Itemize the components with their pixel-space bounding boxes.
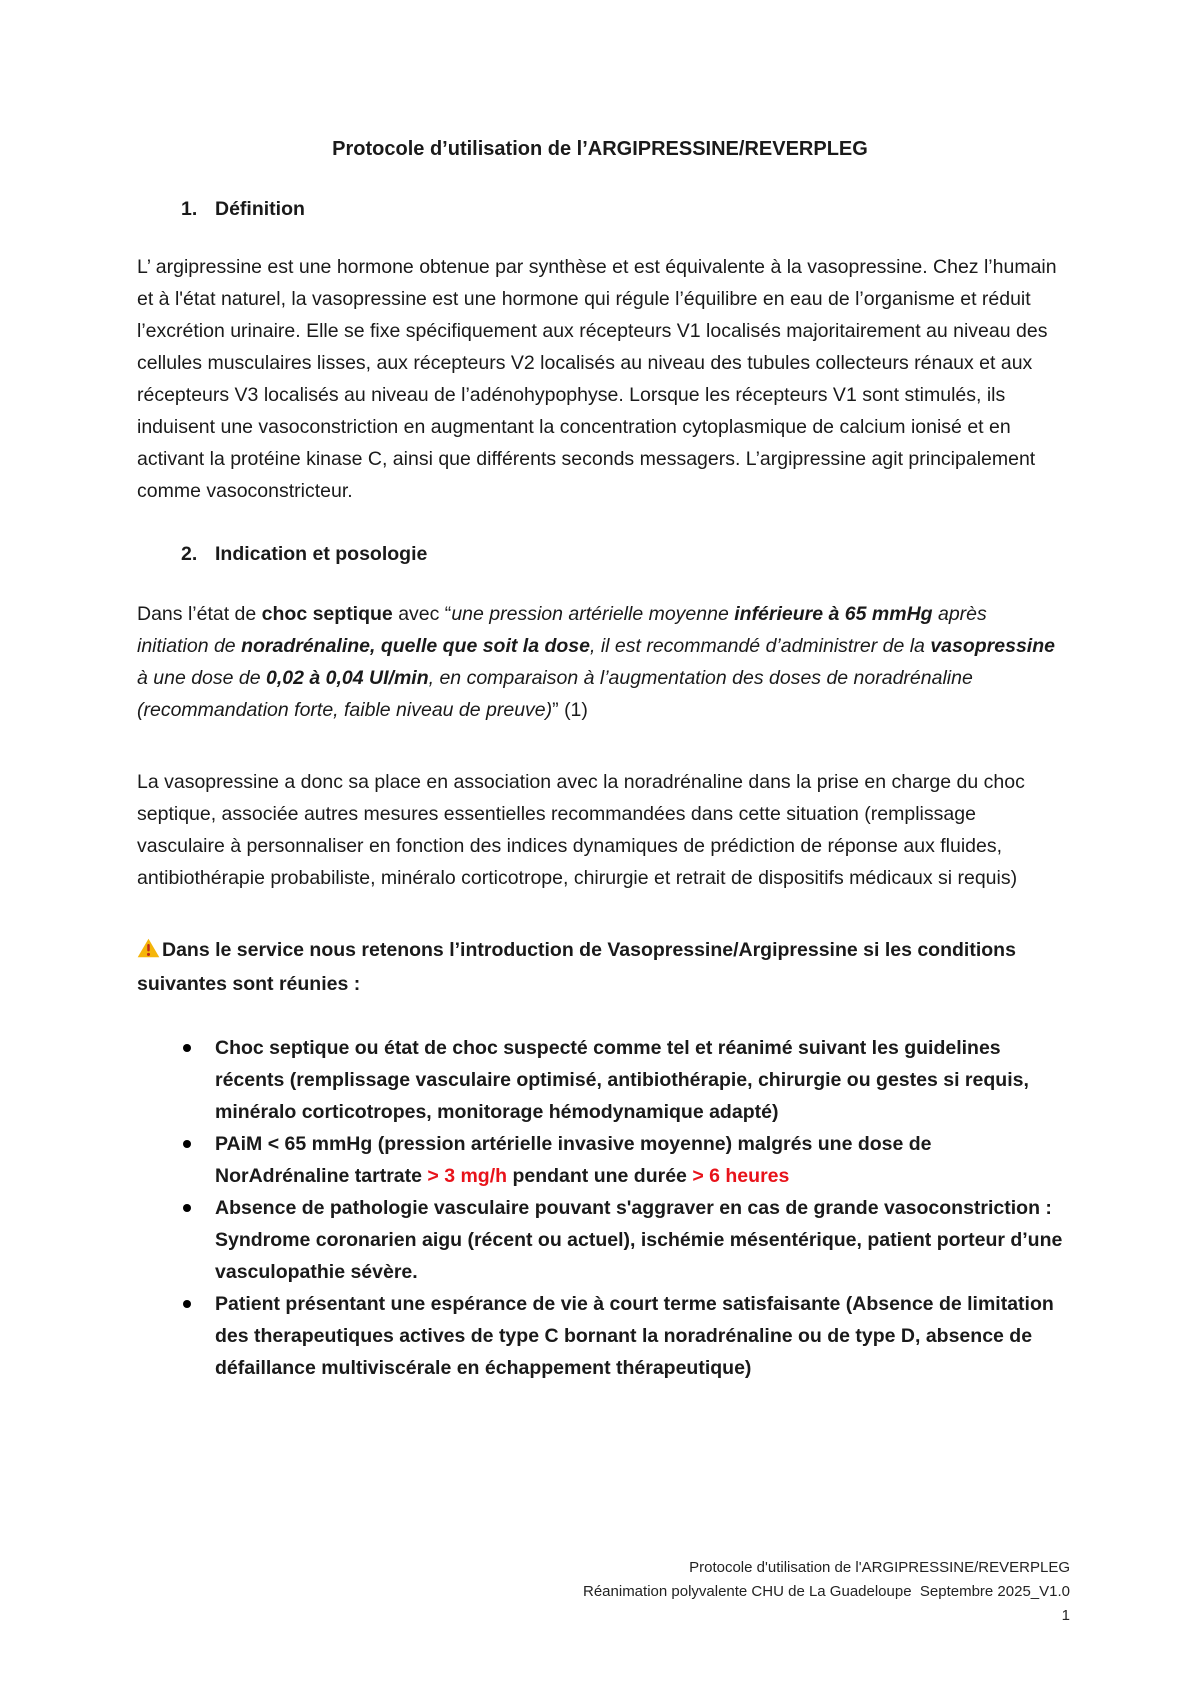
service-conditions-paragraph [137,934,1063,1000]
text-segment: avec “ [392,603,452,625]
text-segment: à une dose de [137,667,267,689]
document-title: Protocole d’utilisation de l’ARGIPRESSINE/REVERPLEG [332,138,868,160]
footer-department-version: Réanimation polyvalente CHU de La Guadeloupe Septembre 2025_V1.0 [583,1583,1070,1600]
text-segment: Dans l’état de [137,603,262,625]
section-1-heading [137,193,1063,225]
condition-item [137,1032,1063,1128]
text-segment: Choc septique ou état de choc suspecté comme tel et réanimé suivant les guidelines récents (remplissage vasculaire optimisé, antibiothérapie, chirurgie ou gestes si requis, minéralo corticotropes, monitorage hémodynamique adapté) [215,1037,1029,1123]
text-segment: Patient présentant une espérance de vie à court terme satisfaisante (Absence de limitation des therapeutiques actives de type C bornant la noradrénaline ou de type D, absence de défaillance multiviscérale en échappement thérapeutique) [215,1293,1054,1379]
text-segment: choc septique [261,603,393,625]
text-segment: ” (1) [552,699,588,721]
service-conditions-text: Dans le service nous retenons l’introduction de Vasopressine/Argipressine si les conditions suivantes sont réunies : [137,939,1016,995]
text-segment: une pression artérielle moyenne [451,603,735,625]
condition-item [137,1128,1063,1192]
text-segment: après initiation de [137,603,987,657]
text-segment: > 6 heures [692,1165,790,1187]
recommendation-quote-paragraph [137,598,1063,726]
footer-protocol-title: Protocole d'utilisation de l'ARGIPRESSINE/REVERPLEG [689,1559,1070,1576]
section-2-title: Indication et posologie [215,543,428,565]
text-segment: Absence de pathologie vasculaire pouvant s'aggraver en cas de grande vasoconstriction : Syndrome coronarien aigu (récent ou actuel), ischémie mésentérique, patient porteur d’une vasculopathie sévère. [215,1197,1063,1283]
text-segment: , en comparaison à l’augmentation des doses de noradrénaline (recommandation forte, faible niveau de preuve) [137,667,973,721]
text-segment: , il est recommandé d’administrer de la [590,635,931,657]
condition-item [137,1288,1063,1384]
text-segment: noradrénaline, quelle que soit la dose [241,635,590,657]
text-segment: PAiM < 65 mmHg (pression artérielle invasive moyenne) malgrés une dose de NorAdrénaline tartrate [215,1133,932,1187]
text-segment: inférieure à 65 mmHg [734,603,933,625]
text-segment: pendant une durée [507,1165,693,1187]
condition-item [137,1192,1063,1288]
section-1-title: Définition [215,198,305,220]
section-2-number: 2. [181,543,198,565]
text-segment: 0,02 à 0,04 UI/min [266,667,429,689]
section-2-heading [137,538,1063,570]
text-segment: > 3 mg/h [427,1165,508,1187]
page-footer [583,1556,1070,1628]
text-segment: vasopressine [930,635,1055,657]
warning-icon [137,936,160,968]
association-paragraph: La vasopressine a donc sa place en association avec la noradrénaline dans la prise en charge du choc septique, associée autres mesures essentielles recommandées dans cette situation (remplissage vasculaire à personnaliser en fonction des indices dynamiques de prédiction de réponse aux fluides, antibiothérapie probabiliste, minéralo corticotrope, chirurgie et retrait de dispositifs médicaux si requis) [137,771,1025,889]
conditions-list [137,1032,1063,1384]
footer-page-number: 1 [1061,1607,1070,1624]
section-1-number: 1. [181,198,198,220]
definition-paragraph: L’ argipressine est une hormone obtenue par synthèse et est équivalente à la vasopressine. Chez l’humain et à l'état naturel, la vasopressine est une hormone qui régule l’équilibre en eau de l’organisme et réduit l’excrétion urinaire. Elle se fixe spécifiquement aux récepteurs V1 localisés majoritairement au niveau des cellules musculaires lisses, aux récepteurs V2 localisés au niveau des tubules collecteurs rénaux et aux récepteurs V3 localisés au niveau de l’adénohypophyse. Lorsque les récepteurs V1 sont stimulés, ils induisent une vasoconstriction en augmentant la concentration cytoplasmique de calcium ionisé et en activant la protéine kinase C, ainsi que différents seconds messagers. L’argipressine agit principalement comme vasoconstricteur. [137,256,1057,502]
